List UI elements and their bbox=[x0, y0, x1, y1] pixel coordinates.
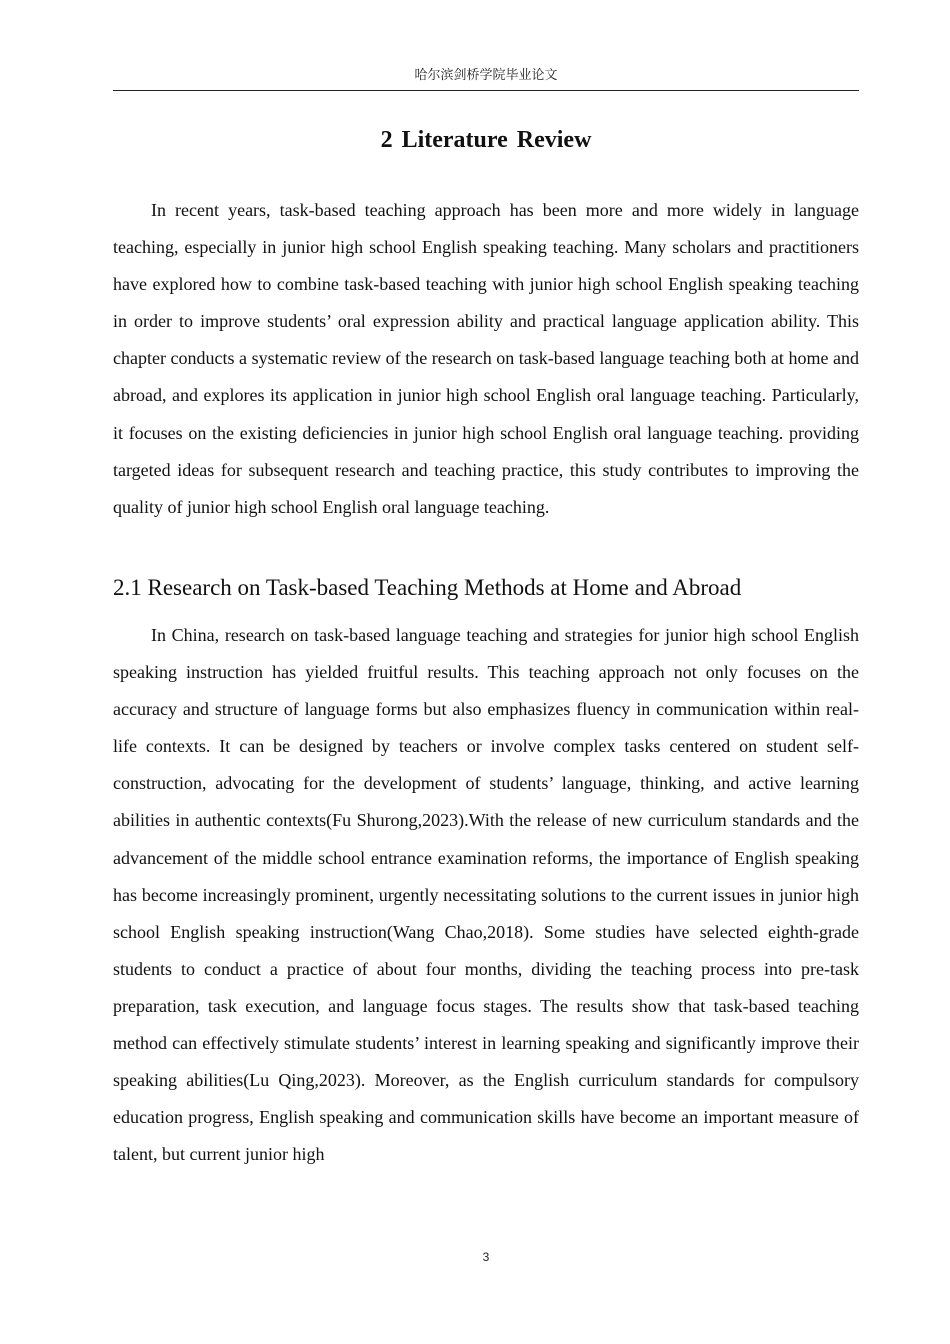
body-paragraph: In recent years, task-based teaching approach has been more and more widely in language teaching, especially in junior high school English speaking teaching. Many scholars and practitioners have explored how to combine task-based teaching with junior high school English speaking teaching in order to improve students’ oral expression ability and practical language application ability. This chapter conducts a systematic review of the research on task-based language teaching both at home and abroad, and explores its application in junior high school English oral language teaching. Particularly, it focuses on the existing deficiencies in junior high school English oral language teaching. providing targeted ideas for subsequent research and teaching practice, this study contributes to improving the quality of junior high school English oral language teaching. bbox=[113, 200, 859, 517]
header-title: 哈尔滨剑桥学院毕业论文 bbox=[414, 68, 558, 83]
chapter-title: 2 Literature Review bbox=[380, 127, 592, 153]
section-heading: 2.1 Research on Task-based Teaching Methods at Home and Abroad bbox=[113, 575, 742, 600]
page-header bbox=[113, 66, 859, 91]
page-number: 3 bbox=[482, 1250, 490, 1264]
body-paragraph: In China, research on task-based language teaching and strategies for junior high school English speaking instruction has yielded fruitful results. This teaching approach not only focuses on the accuracy and structure of language forms but also emphasizes fluency in communication within real-life contexts. It can be designed by teachers or involve complex tasks centered on student self-construction, advocating for the development of students’ language, thinking, and active learning abilities in authentic contexts(Fu Shurong,2023).With the release of new curriculum standards and the advancement of the middle school entrance examination reforms, the importance of English speaking has become increasingly prominent, urgently necessitating solutions to the current issues in junior high school English speaking instruction(Wang Chao,2018). Some studies have selected eighth-grade students to conduct a practice of about four months, dividing the teaching process into pre-task preparation, task execution, and language focus stages. The results show that task-based teaching method can effectively stimulate students’ interest in learning speaking and significantly improve their speaking abilities(Lu Qing,2023). Moreover, as the English curriculum standards for compulsory education progress, English speaking and communication skills have become an important measure of talent, but current junior high bbox=[113, 625, 859, 1165]
